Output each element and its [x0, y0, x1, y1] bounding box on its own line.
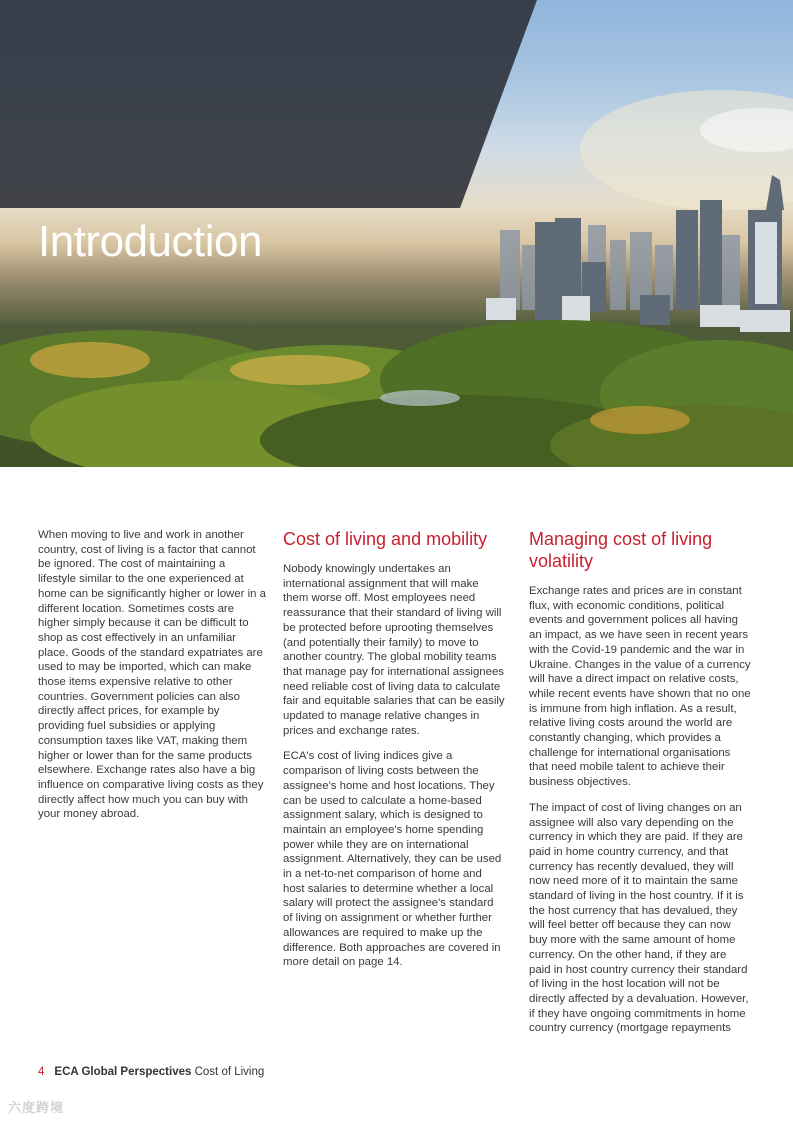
volatility-column — [529, 528, 751, 1047]
paragraph: ECA's cost of living indices give a comparison of living costs between the assignee's home and host locations. They can be used to calculate a home-based assignment salary, which is designed to maintain an employee's home spending power while they are on international assignment. Alternatively, they can be used in a net-to-net comparison of home and host salaries to determine whether a local salary will protect the assignee's standard of living on assignment or whether further allowances are required to make up the difference. Both approaches are covered in more detail on page 14. — [283, 750, 502, 969]
footer-brand: ECA Global Perspectives — [54, 1066, 192, 1078]
paragraph: When moving to live and work in another country, cost of living is a factor that cannot be ignored. The cost of maintaining a lifestyle similar to the one experienced at home can be significantly higher or lower in a different location. Sometimes costs are higher simply because it can be difficult to shop as cost effectively in an unfamiliar place. Goods of the standard expatriates are used to may be imported, which can make those items expensive relative to other countries. Government policies can also directly affect prices, for example by providing fuel subsidies or applying consumption taxes like VAT, making them higher or lower than for the same products elsewhere. Exchange rates also have a big influence on comparative living costs as they directly affect how much you can buy with your money abroad. — [38, 529, 266, 821]
page-title: Introduction — [38, 217, 262, 266]
paragraph: Nobody knowingly undertakes an international assignment that will make them worse off. Most employees need reassurance that their standard of living will be protected before uprooting themselves (and potentially their family) to move to another country. The global mobility teams that manage pay for international assignees need reliable cost of living data to calculate fair and equitable salaries that can be easily updated to manage relative changes in prices and exchange rates. — [283, 563, 505, 737]
paragraph: Exchange rates and prices are in constant flux, with economic conditions, political events and government polices all having an impact, as we have seen in recent years with the Covid-19 pandemic and the war in Ukraine. Changes in the value of a currency will have a direct impact on relative costs, while recent events have shown that no one is immune from high inflation. As a result, relative living costs around the world are constantly changing, which provides a challenge for international organisations that need mobile talent to achieve their business objectives. — [529, 585, 751, 789]
section-heading: Managing cost of living volatility — [529, 529, 713, 571]
watermark: 六度跨境 — [8, 1100, 65, 1115]
cost-of-living-column — [283, 528, 505, 981]
intro-column — [38, 528, 266, 833]
page-number: 4 — [38, 1066, 45, 1078]
page-footer — [38, 1066, 264, 1078]
footer-section: Cost of Living — [194, 1066, 265, 1078]
section-heading: Cost of living and mobility — [283, 529, 488, 549]
hero-image — [0, 0, 793, 467]
paragraph: The impact of cost of living changes on an assignee will also vary depending on the currency in which they are paid. If they are paid in home country currency, and that currency has recently devalued, they will now need more of it to maintain the same standard of living in the host country. If it is the host currency that has devalued, they will feel better off because they can now buy more with the same amount of home currency. On the other hand, if they are paid in host country currency their standard of living in the host location will not be directly affected by a devaluation. However, if they have ongoing commitments in home country currency (mortgage repayments — [529, 801, 749, 1035]
title-band — [0, 0, 793, 208]
